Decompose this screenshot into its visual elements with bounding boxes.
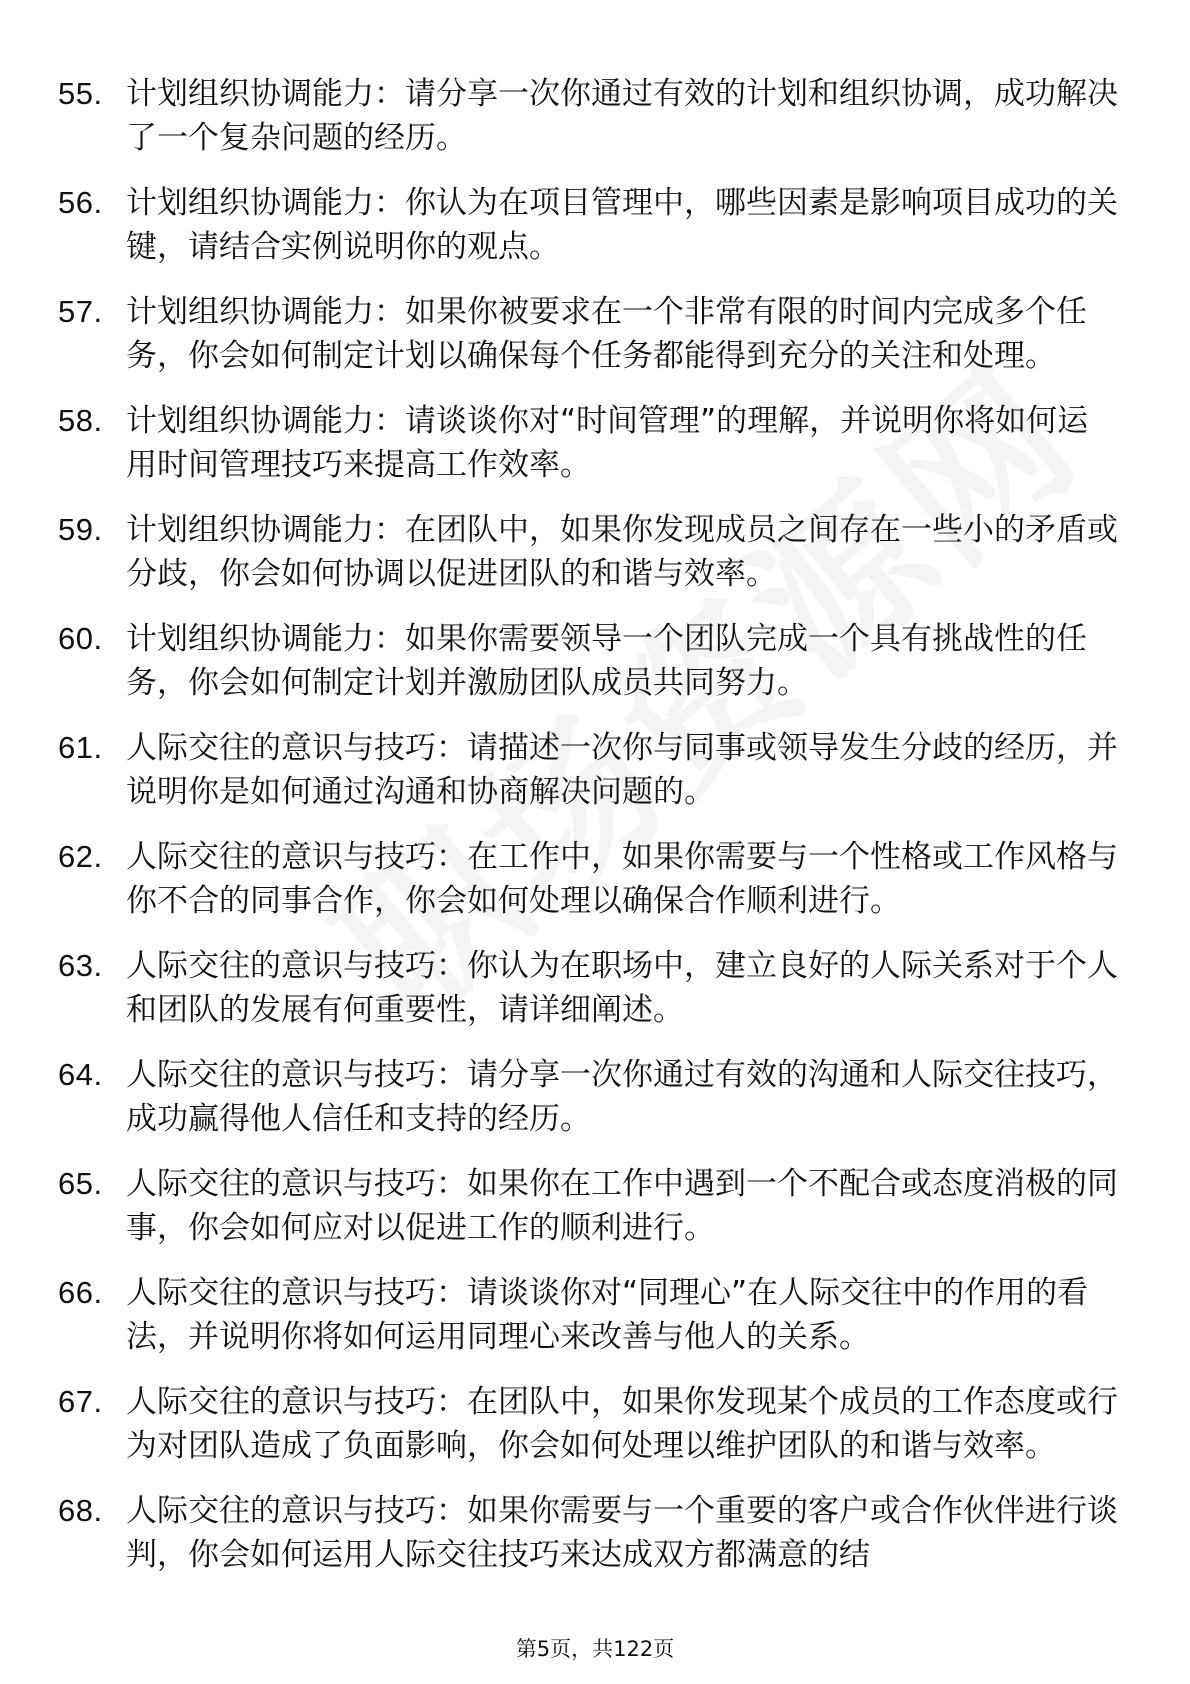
question-number: 61. xyxy=(58,730,103,765)
question-number: 64. xyxy=(58,1057,103,1092)
list-item xyxy=(58,508,1118,596)
question-text: 人际交往的意识与技巧：在工作中，如果你需要与一个性格或工作风格与你不合的同事合作，你会如何处理以确保合作顺利进行。 xyxy=(126,839,1118,919)
list-item xyxy=(58,72,1118,160)
question-text: 人际交往的意识与技巧：请谈谈你对“同理心”在人际交往中的作用的看法，并说明你将如何运用同理心来改善与他人的关系。 xyxy=(126,1275,1089,1355)
list-item xyxy=(58,399,1118,487)
list-item xyxy=(58,1271,1118,1359)
question-text: 计划组织协调能力：请分享一次你通过有效的计划和组织协调，成功解决了一个复杂问题的经历。 xyxy=(126,76,1118,156)
question-number: 58. xyxy=(58,403,103,438)
question-number: 63. xyxy=(58,948,103,983)
list-item xyxy=(58,617,1118,705)
page-footer: 第5页，共122页 xyxy=(515,1637,675,1661)
question-text: 计划组织协调能力：你认为在项目管理中，哪些因素是影响项目成功的关键，请结合实例说明你的观点。 xyxy=(126,185,1118,265)
list-item xyxy=(58,835,1118,923)
question-number: 57. xyxy=(58,294,103,329)
question-number: 68. xyxy=(58,1493,103,1528)
question-number: 59. xyxy=(58,512,103,547)
list-item xyxy=(58,1162,1118,1250)
list-item xyxy=(58,726,1118,814)
question-number: 67. xyxy=(58,1384,103,1419)
list-item xyxy=(58,181,1118,269)
list-item xyxy=(58,944,1118,1032)
list-item xyxy=(58,1053,1118,1141)
list-item xyxy=(58,1380,1118,1468)
question-number: 55. xyxy=(58,76,103,111)
question-text: 人际交往的意识与技巧：请描述一次你与同事或领导发生分歧的经历，并说明你是如何通过沟通和协商解决问题的。 xyxy=(126,730,1118,810)
question-text: 计划组织协调能力：如果你需要领导一个团队完成一个具有挑战性的任务，你会如何制定计划并激励团队成员共同努力。 xyxy=(126,621,1087,701)
question-number: 65. xyxy=(58,1166,103,1201)
question-text: 人际交往的意识与技巧：如果你需要与一个重要的客户或合作伙伴进行谈判，你会如何运用人际交往技巧来达成双方都满意的结 xyxy=(126,1493,1118,1573)
question-text: 计划组织协调能力：如果你被要求在一个非常有限的时间内完成多个任务，你会如何制定计划以确保每个任务都能得到充分的关注和处理。 xyxy=(126,294,1087,374)
question-list xyxy=(58,72,1118,1598)
question-text: 人际交往的意识与技巧：你认为在职场中，建立良好的人际关系对于个人和团队的发展有何重要性，请详细阐述。 xyxy=(126,948,1118,1028)
question-text: 人际交往的意识与技巧：请分享一次你通过有效的沟通和人际交往技巧，成功赢得他人信任和支持的经历。 xyxy=(126,1057,1118,1137)
question-number: 60. xyxy=(58,621,103,656)
question-number: 62. xyxy=(58,839,103,874)
question-text: 计划组织协调能力：在团队中，如果你发现成员之间存在一些小的矛盾或分歧，你会如何协调以促进团队的和谐与效率。 xyxy=(126,512,1118,592)
question-number: 66. xyxy=(58,1275,103,1310)
question-text: 人际交往的意识与技巧：在团队中，如果你发现某个成员的工作态度或行为对团队造成了负面影响，你会如何处理以维护团队的和谐与效率。 xyxy=(126,1384,1118,1464)
question-text: 人际交往的意识与技巧：如果你在工作中遇到一个不配合或态度消极的同事，你会如何应对以促进工作的顺利进行。 xyxy=(126,1166,1118,1246)
question-text: 计划组织协调能力：请谈谈你对“时间管理”的理解，并说明你将如何运用时间管理技巧来提高工作效率。 xyxy=(126,403,1089,483)
list-item xyxy=(58,1489,1118,1577)
question-number: 56. xyxy=(58,185,103,220)
list-item xyxy=(58,290,1118,378)
